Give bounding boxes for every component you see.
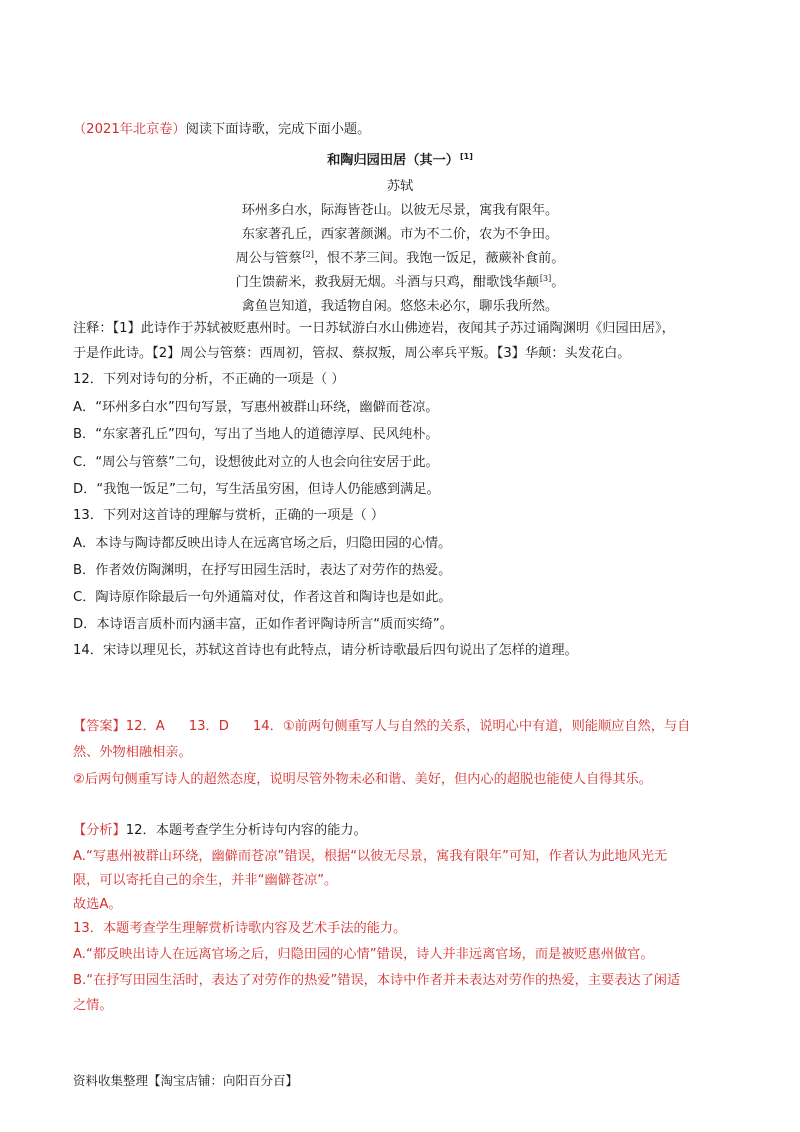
q12-option-b: B．“东家著孔丘”四句，写出了当地人的道德淳厚、民风纯朴。 — [73, 427, 439, 442]
q12-option-c: C．“周公与管蔡”二句，设想彼此对立的人也会向往安居于此。 — [73, 455, 439, 470]
poem-line-text: 门生馈薪米，救我厨无烟。斗酒与只鸡，酣歌饯华颠 — [235, 275, 539, 290]
answer-line — [73, 718, 690, 736]
intro-line — [73, 121, 370, 139]
poem-note-ref: [2] — [302, 250, 314, 259]
answer-line: 然、外物相融相亲。 — [73, 745, 192, 760]
poem-author: 苏轼 — [386, 179, 414, 194]
answer-14: 14．①前两句侧重写人与自然的关系，说明心中有道，则能顺应自然，与自 — [252, 719, 691, 734]
poem-line-text: 东家著孔丘，西家著颜渊。市为不二价，农为不争田。 — [241, 227, 559, 242]
question-12-stem: 12．下列对诗句的分析，不正确的一项是（ ） — [73, 372, 345, 387]
q13-option-a: A．本诗与陶诗都反映出诗人在远离官场之后，归隐田园的心情。 — [73, 536, 452, 551]
analysis-line: A.“写惠州被群山环绕，幽僻而苍凉”错误，根据“以彼无尽景，寓我有限年”可知，作者认为此地风光无 — [73, 849, 668, 864]
footer: 资料收集整理【淘宝店铺：向阳百分百】 — [73, 1073, 299, 1088]
answer-line: ②后两句侧重写诗人的超然态度，说明尽管外物未必和谐、美好，但内心的超脱也能使人自得其乐。 — [73, 772, 652, 787]
poem-line — [0, 271, 800, 290]
analysis-line: 故选A。 — [73, 897, 122, 912]
analysis-line: 限，可以寄托自己的余生，并非“幽僻苍凉”。 — [73, 873, 338, 888]
q13-option-c: C．陶诗原作除最后一句外通篇对仗，作者这首和陶诗也是如此。 — [73, 590, 452, 605]
analysis-line: A.“都反映出诗人在远离官场之后，归隐田园的心情”错误，诗人并非远离官场，而是被贬惠州做官。 — [73, 947, 654, 962]
poem-line — [0, 199, 800, 218]
poem-line — [0, 223, 800, 242]
intro-source: （2021年北京卷） — [73, 122, 186, 137]
analysis-label: 【分析】 — [73, 823, 126, 838]
poem-line-text: 周公与管蔡 — [235, 251, 302, 266]
q12-option-d: D．“我饱一饭足”二句，写生活虽穷困，但诗人仍能感到满足。 — [73, 482, 440, 497]
analysis-line: B.“在抒写田园生活时，表达了对劳作的热爱”错误，本诗中作者并未表达对劳作的热爱，主要表达了闲适 — [73, 973, 681, 988]
poem-title-line — [0, 149, 800, 168]
q13-option-d: D．本诗语言质朴而内涵丰富，正如作者评陶诗所言“质而实绮”。 — [73, 617, 453, 632]
analysis-line — [73, 822, 367, 840]
poem-line — [0, 295, 800, 314]
answer-label: 【答案】 — [73, 719, 126, 734]
poem-line — [0, 247, 800, 266]
poem-line-text: 环州多白水，际海皆苍山。以彼无尽景，寓我有限年。 — [241, 203, 559, 218]
answer-13: 13．D — [188, 719, 229, 734]
poem-title: 和陶归园田居（其一） — [327, 153, 459, 168]
answer-12: 12．A — [125, 719, 165, 734]
q12-option-a: A．“环州多白水”四句写景，写惠州被群山环绕，幽僻而苍凉。 — [73, 400, 439, 415]
poem-note-ref: [3] — [539, 274, 552, 283]
question-13-stem: 13．下列对这首诗的理解与赏析，正确的一项是（ ） — [73, 508, 385, 523]
analysis-line: 之情。 — [73, 998, 113, 1013]
analysis-line: 13．本题考查学生理解赏析诗歌内容及艺术手法的能力。 — [73, 921, 407, 936]
analysis-text: 12．本题考查学生分析诗句内容的能力。 — [125, 823, 367, 838]
note-line: 于是作此诗。【2】周公与管蔡：西周初，管叔、蔡叔叛，周公率兵平叛。【3】华颠：头发花白。 — [73, 346, 631, 361]
note-line: 注释：【1】此诗作于苏轼被贬惠州时。一日苏轼游白水山佛迹岩，夜闻其子苏过诵陶渊明《归园田居》， — [73, 321, 675, 336]
q13-option-b: B．作者效仿陶渊明，在抒写田园生活时，表达了对劳作的热爱。 — [73, 563, 452, 578]
poem-line-text: ，恨不茅三间。我饱一饭足，薇蕨补食前。 — [313, 251, 565, 266]
poem-line-text: 禽鱼岂知道，我适物自闲。悠悠未必尔，聊乐我所然。 — [241, 299, 559, 314]
poem-title-note: [1] — [459, 152, 473, 161]
poem-line-text: 。 — [551, 275, 565, 290]
intro-text: 阅读下面诗歌，完成下面小题。 — [185, 122, 371, 137]
question-14-stem: 14．宋诗以理见长，苏轼这首诗也有此特点，请分析诗歌最后四句说出了怎样的道理。 — [73, 643, 578, 658]
